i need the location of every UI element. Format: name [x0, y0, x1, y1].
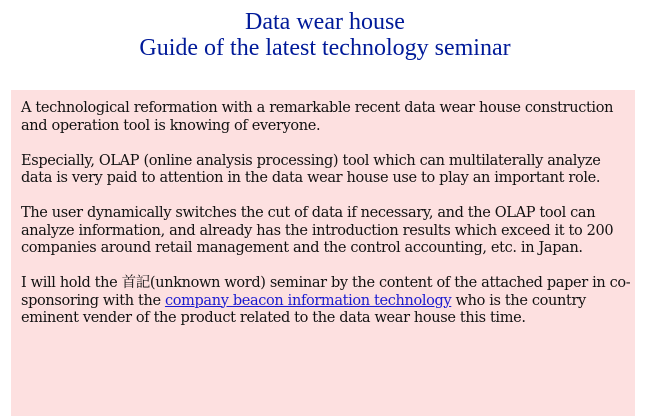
- seminar-text-before: I will hold the 首記(unknown word) seminar by the content of the attached paper in co-sponsoring with the: [21, 275, 631, 309]
- seminar-text-after: who is the country eminent vender of the product related to the data wear house this time.: [21, 292, 586, 326]
- page-header: [0, 9, 650, 61]
- title-line-1: Data wear house: [245, 9, 405, 35]
- paragraph-seminar: [21, 275, 631, 328]
- paragraph-user: The user dynamically switches the cut of data if necessary, and the OLAP tool can analyze information, and already has the introduction results which exceed it to 200 companies around retail management and the control accounting, etc. in Japan.: [21, 205, 614, 256]
- paragraph-intro: A technological reformation with a remarkable recent data wear house construction and operation tool is knowing of everyone.: [21, 100, 614, 134]
- content-panel: [11, 90, 635, 416]
- paragraph-olap: Especially, OLAP (online analysis processing) tool which can multilaterally analyze data is very paid to attention in the data wear house use to play an important role.: [21, 152, 601, 186]
- company-link[interactable]: company beacon information technology: [164, 292, 452, 309]
- title-line-2: Guide of the latest technology seminar: [139, 35, 511, 61]
